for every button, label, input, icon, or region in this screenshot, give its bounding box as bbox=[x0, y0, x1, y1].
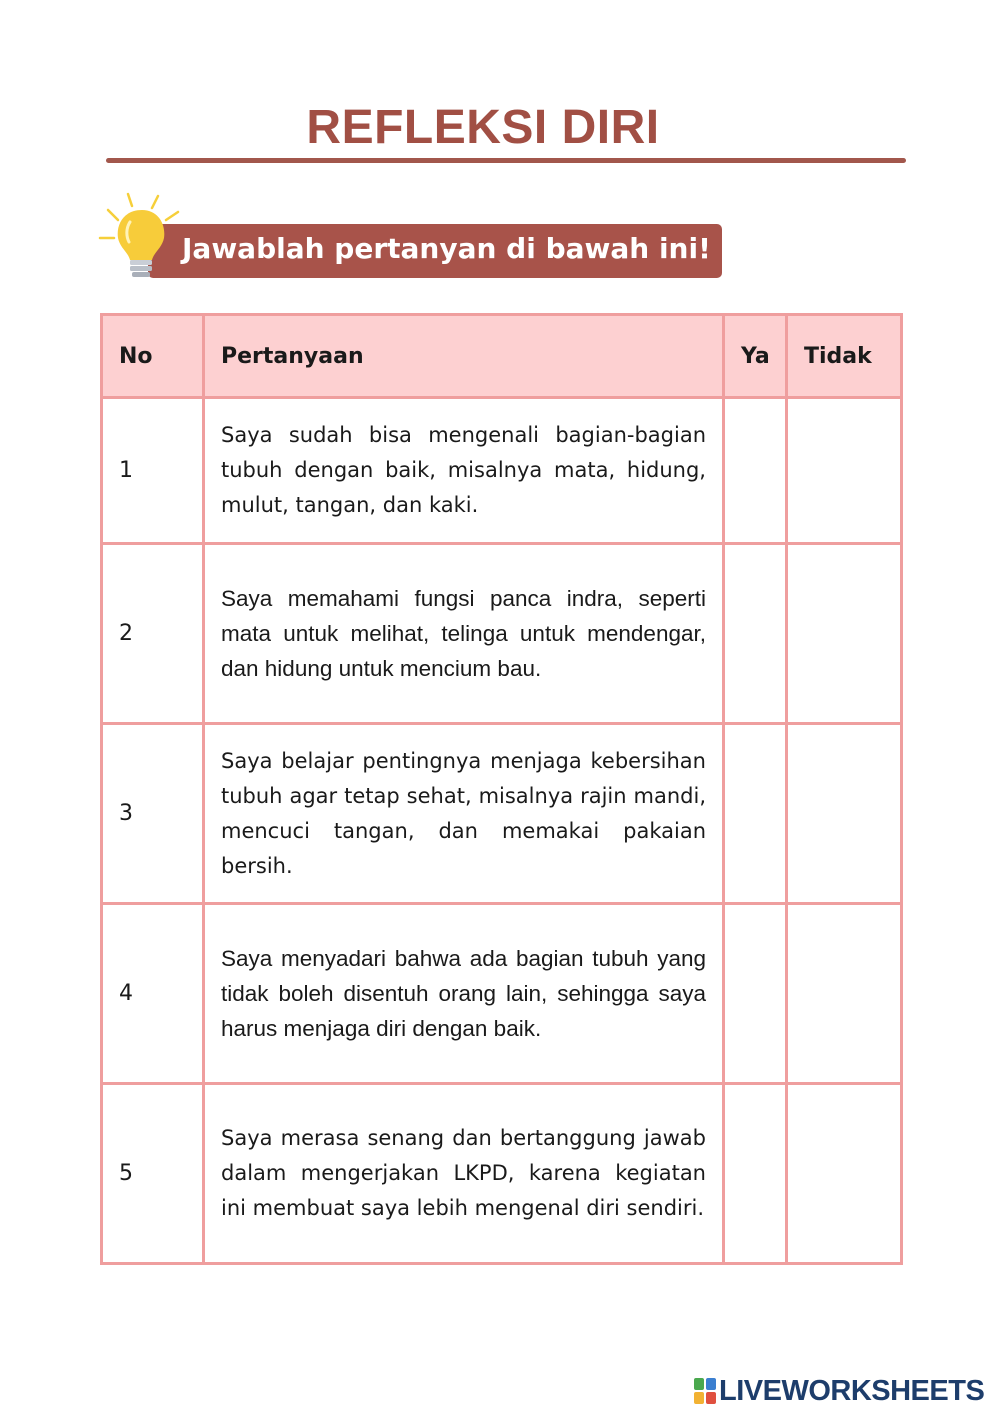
answer-no-cell[interactable] bbox=[787, 544, 902, 724]
liveworksheets-logo-icon bbox=[694, 1378, 716, 1404]
answer-no-cell[interactable] bbox=[787, 904, 902, 1084]
answer-no-cell[interactable] bbox=[787, 724, 902, 904]
table-header-row bbox=[102, 315, 902, 398]
row-question: Saya sudah bisa mengenali bagian-bagian tubuh dengan baik, misalnya mata, hidung, mulut, tangan, dan kaki. bbox=[204, 398, 724, 544]
lightbulb-icon bbox=[96, 190, 186, 282]
table-row bbox=[102, 398, 902, 544]
row-question: Saya menyadari bahwa ada bagian tubuh yang tidak boleh disentuh orang lain, sehingga saya harus menjaga diri dengan baik. bbox=[204, 904, 724, 1084]
brand-name: LIVEWORKSHEETS bbox=[719, 1374, 985, 1407]
row-question: Saya merasa senang dan bertanggung jawab dalam mengerjakan LKPD, karena kegiatan ini membuat saya lebih mengenal diri sendiri. bbox=[204, 1084, 724, 1264]
row-number: 1 bbox=[102, 398, 204, 544]
answer-yes-cell[interactable] bbox=[724, 904, 787, 1084]
brand-logo bbox=[694, 1374, 984, 1408]
table-row bbox=[102, 544, 902, 724]
instruction-banner bbox=[148, 224, 722, 278]
table-row bbox=[102, 904, 902, 1084]
header-question: Pertanyaan bbox=[204, 315, 724, 398]
answer-yes-cell[interactable] bbox=[724, 544, 787, 724]
row-number: 5 bbox=[102, 1084, 204, 1264]
answer-no-cell[interactable] bbox=[787, 398, 902, 544]
row-question: Saya memahami fungsi panca indra, seperti mata untuk melihat, telinga untuk mendengar, dan hidung untuk mencium bau. bbox=[204, 544, 724, 724]
row-question: Saya belajar pentingnya menjaga kebersihan tubuh agar tetap sehat, misalnya rajin mandi, mencuci tangan, dan memakai pakaian bersih. bbox=[204, 724, 724, 904]
header-yes: Ya bbox=[724, 315, 787, 398]
title-divider bbox=[106, 158, 906, 163]
answer-yes-cell[interactable] bbox=[724, 398, 787, 544]
instruction-text: Jawablah pertanyan di bawah ini! bbox=[182, 232, 711, 265]
answer-no-cell[interactable] bbox=[787, 1084, 902, 1264]
row-number: 4 bbox=[102, 904, 204, 1084]
page-title: REFLEKSI DIRI bbox=[306, 101, 660, 154]
answer-yes-cell[interactable] bbox=[724, 1084, 787, 1264]
answer-yes-cell[interactable] bbox=[724, 724, 787, 904]
header-no: No bbox=[102, 315, 204, 398]
reflection-table bbox=[100, 313, 903, 1265]
row-number: 2 bbox=[102, 544, 204, 724]
table-row bbox=[102, 724, 902, 904]
row-number: 3 bbox=[102, 724, 204, 904]
table-row bbox=[102, 1084, 902, 1264]
header-no-answer: Tidak bbox=[787, 315, 902, 398]
